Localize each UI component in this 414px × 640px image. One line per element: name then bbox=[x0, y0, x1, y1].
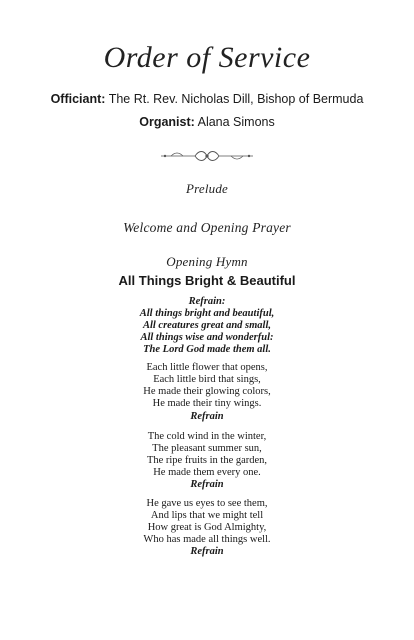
verse-line: Who has made all things well. bbox=[143, 534, 271, 545]
refrain-line: All things bright and beautiful, bbox=[139, 308, 275, 319]
verse-line: He made them every one. bbox=[153, 467, 261, 478]
refrain-line: All things wise and wonderful: bbox=[140, 332, 274, 343]
verse-line: The cold wind in the winter, bbox=[147, 431, 267, 442]
refrain-marker: Refrain bbox=[190, 411, 224, 422]
officiant-name: The Rt. Rev. Nicholas Dill, Bishop of Bermuda bbox=[108, 92, 364, 106]
verse-line: The ripe fruits in the garden, bbox=[146, 455, 268, 466]
officiant-label: Officiant: bbox=[50, 92, 106, 106]
verse-line: Each little bird that sings, bbox=[153, 374, 261, 385]
welcome-heading: Welcome and Opening Prayer bbox=[123, 220, 291, 235]
verse-line: The pleasant summer sun, bbox=[152, 443, 262, 454]
verse-line: How great is God Almighty, bbox=[147, 522, 267, 533]
organist-label: Organist: bbox=[139, 115, 195, 129]
refrain-block bbox=[0, 296, 414, 356]
refrain-heading: Refrain: bbox=[188, 296, 226, 307]
verse-line: He made their glowing colors, bbox=[143, 386, 271, 397]
verse-line: And lips that we might tell bbox=[150, 510, 264, 521]
refrain-line: All creatures great and small, bbox=[142, 320, 272, 331]
officiant-line bbox=[0, 91, 414, 107]
verse-1 bbox=[0, 362, 414, 410]
verse-line: He made their tiny wings. bbox=[152, 398, 262, 409]
verse-3 bbox=[0, 498, 414, 546]
flourish-divider-icon bbox=[157, 149, 257, 163]
prelude-heading: Prelude bbox=[185, 181, 229, 196]
refrain-marker: Refrain bbox=[190, 546, 224, 557]
organist-name: Alana Simons bbox=[197, 115, 275, 129]
page-title: Order of Service bbox=[103, 41, 311, 74]
verse-line: Each little flower that opens, bbox=[146, 362, 268, 373]
organist-line bbox=[0, 114, 414, 130]
refrain-line: The Lord God made them all. bbox=[143, 344, 271, 355]
hymn-label: Opening Hymn bbox=[166, 254, 248, 269]
refrain-marker: Refrain bbox=[190, 479, 224, 490]
verse-2 bbox=[0, 431, 414, 479]
hymn-title: All Things Bright & Beautiful bbox=[118, 273, 296, 288]
verse-line: He gave us eyes to see them, bbox=[146, 498, 268, 509]
